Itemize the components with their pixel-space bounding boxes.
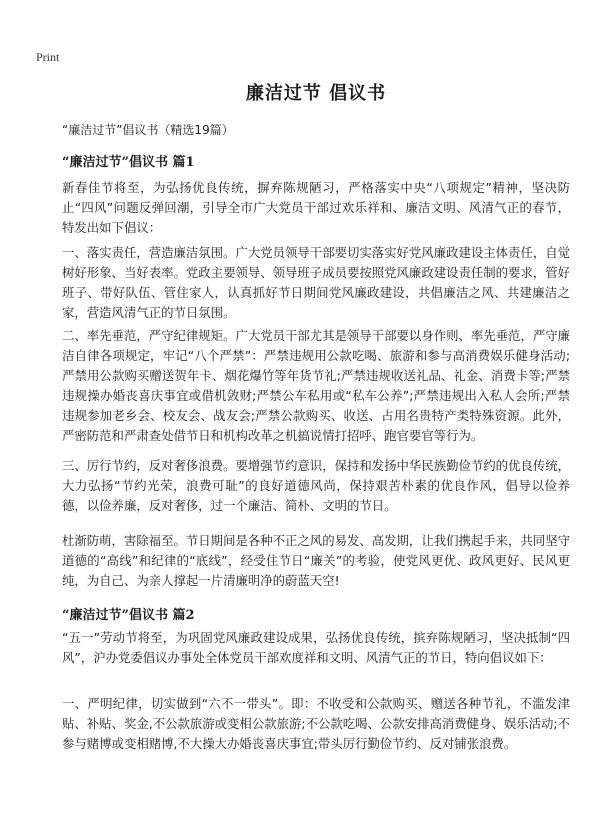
section-heading: “廉洁过节”倡议书 篇1 xyxy=(62,155,195,170)
paragraph: “五一”劳动节将至，为巩固党风廉政建设成果，弘扬优良传统，摈弃陈规陋习，坚决抵制“四风”，沪办党委倡议办事处全体党员干部欢度祥和文明、风清气正的节日，特向倡议如下： xyxy=(62,630,570,665)
section-heading: “廉洁过节”倡议书 篇2 xyxy=(62,608,195,623)
page-title: 廉洁过节 倡议书 xyxy=(245,83,387,104)
document-subtitle: “廉洁过节”倡议书（精选19篇） xyxy=(62,123,234,137)
paragraph: 二、率先垂范，严守纪律规矩。广大党员干部尤其是领导干部要以身作则、率先垂范，严守廉洁自律各项规定，牢记“八个严禁”：严禁违规用公款吃喝、旅游和参与高消费娱乐健身活动;严禁用公款购买赠送贺年卡、烟花爆竹等年货节礼;严禁违规收送礼品、礼金、消费卡等;严禁违规操办婚丧喜庆事宜或借机敛财;严禁公车私用或“私车公养”;严禁违规出入私人会所;严禁违规参加老乡会、校友会、战友会;严禁公款购买、收送、占用名贵特产类特殊资源。此外，严密防范和严肃查处借节日和机构改革之机搞说情打招呼、跑官要官等行为。 xyxy=(62,328,571,443)
paragraph: 杜渐防萌，害除福至。节日期间是各种不正之风的易发、高发期，让我们携起手来，共同坚守道德的“高线”和纪律的“底线”，经受住节日“廉关”的考验，使党风更优、政风更好、民风更纯，为自己、为亲人撑起一片清廉明净的蔚蓝天空! xyxy=(62,533,571,588)
paragraph: 一、严明纪律，切实做到“六不一带头”。即：不收受和公款购买、赠送各种节礼，不滥发津贴、补贴、奖金,不公款旅游或变相公款旅游;不公款吃喝、公款安排高消费健身、娱乐活动;不参与赌博或变相赌博,不大操大办婚丧喜庆事宜;带头厉行勤俭节约、反对铺张浪费。 xyxy=(62,696,570,751)
paragraph: 一、落实责任，营造廉洁氛围。广大党员领导干部要切实落实好党风廉政建设主体责任，自觉树好形象、当好表率。党政主要领导、领导班子成员要按照党风廉政建设责任制的要求，管好班子、带好队伍、管住家人，认真抓好节日期间党风廉政建设，共倡廉洁之风、共建廉洁之家，营造风清气正的节日氛围。 xyxy=(62,245,571,320)
paragraph: 新春佳节将至，为弘扬优良传统，摒弃陈规陋习，严格落实中央“八项规定”精神，坚决防止“四风”问题反弹回潮，引导全市广大党员干部过欢乐祥和、廉洁文明、风清气正的春节，特发出如下倡议： xyxy=(62,180,570,235)
paragraph: 三、厉行节约，反对奢侈浪费。要增强节约意识，保持和发扬中华民族勤俭节约的优良传统，大力弘扬“节约光荣，浪费可耻”的良好道德风尚，保持艰苦朴素的优良作风，倡导以俭养德，以俭养廉，反对奢侈，过一个廉洁、简朴、文明的节日。 xyxy=(62,458,571,513)
print-link[interactable]: Print xyxy=(36,50,60,64)
